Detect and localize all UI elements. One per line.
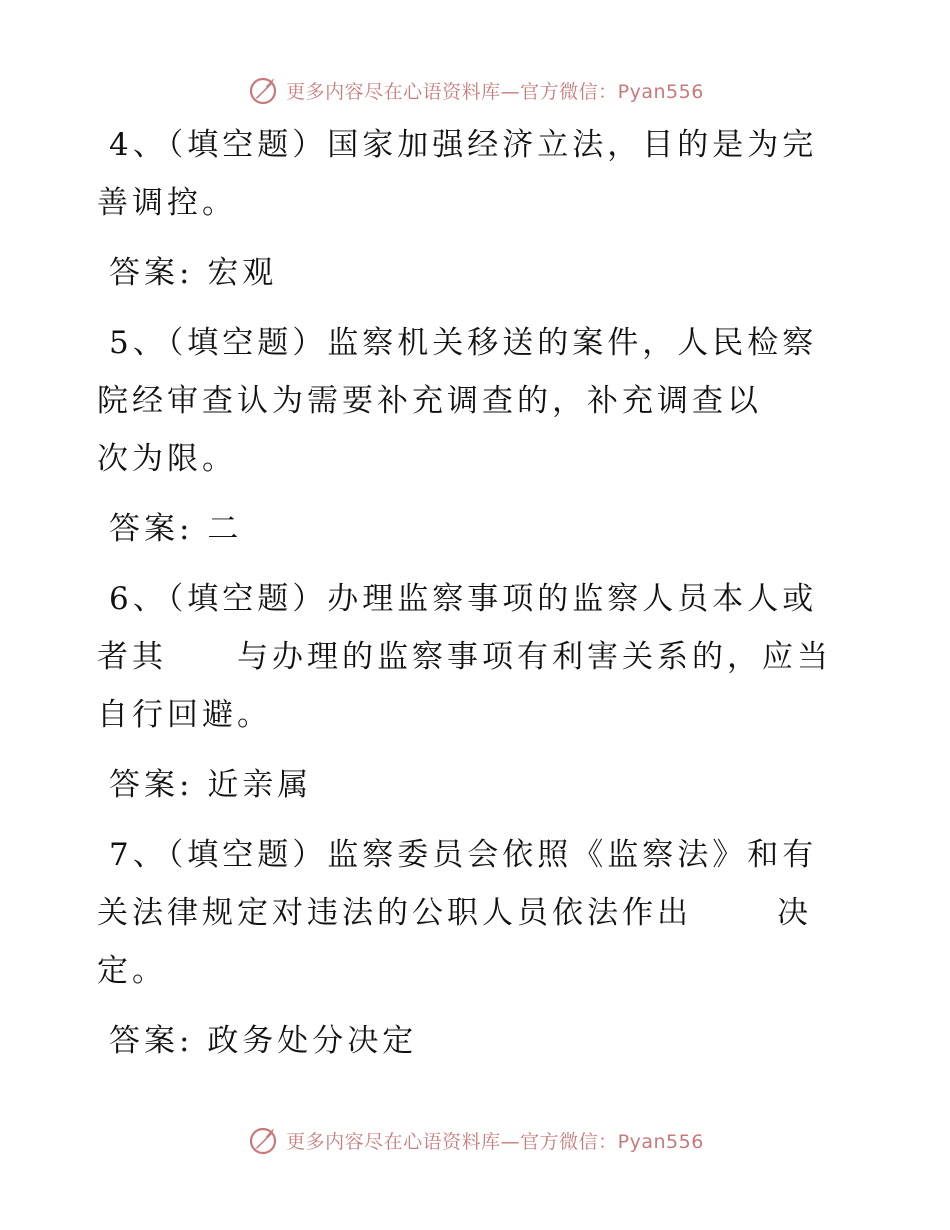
answer-label: 答案: (109, 255, 194, 291)
answer-4 (97, 244, 847, 302)
header-banner (0, 68, 950, 112)
quill-pen-logo-icon (246, 73, 280, 107)
question-number: 5、 (109, 325, 168, 361)
question-text: 国家加强经济立法，目的是为完善 (97, 127, 818, 221)
answer-value: 二 (207, 511, 243, 547)
question-7 (97, 826, 847, 1000)
question-type: （填空题） (167, 325, 328, 361)
question-text-after: 调控。 (132, 185, 237, 221)
question-5 (97, 314, 847, 488)
answer-label: 答案: (109, 767, 194, 803)
question-4 (97, 116, 847, 232)
question-6 (97, 570, 847, 744)
answer-7 (97, 1012, 847, 1070)
question-type: （填空题） (167, 127, 328, 163)
question-type: （填空题） (167, 837, 328, 873)
question-text-after: 与办理的监察事项有利害关系的，应当自行回避。 (97, 639, 832, 733)
question-text-after: 决定。 (97, 895, 812, 989)
answer-label: 答案: (109, 1023, 194, 1059)
answer-label: 答案: (109, 511, 194, 547)
question-text: 监察机关移送的案件，人民检察院经审查认为需要补充调查的，补充调查以 (97, 325, 818, 419)
banner-text: 更多内容尽在心语资料库—官方微信：Pyan556 (286, 80, 704, 103)
question-type: （填空题） (167, 581, 328, 617)
answer-6 (97, 756, 847, 814)
banner-text: 更多内容尽在心语资料库—官方微信：Pyan556 (286, 1130, 704, 1153)
question-text: 办理监察事项的监察人员本人或者其 (97, 581, 818, 675)
quill-pen-logo-icon (246, 1123, 280, 1157)
question-text: 监察委员会依照《监察法》和有关法律规定对违法的公职人员依法作出 (97, 837, 818, 931)
question-number: 6、 (109, 581, 168, 617)
question-list (97, 116, 847, 1082)
question-text-after: 次为限。 (97, 441, 237, 477)
answer-5 (97, 500, 847, 558)
answer-value: 政务处分决定 (207, 1023, 418, 1059)
answer-value: 宏观 (207, 255, 278, 291)
answer-value: 近亲属 (207, 767, 313, 803)
question-number: 7、 (109, 837, 168, 873)
question-number: 4、 (109, 127, 168, 163)
footer-banner (0, 1118, 950, 1162)
